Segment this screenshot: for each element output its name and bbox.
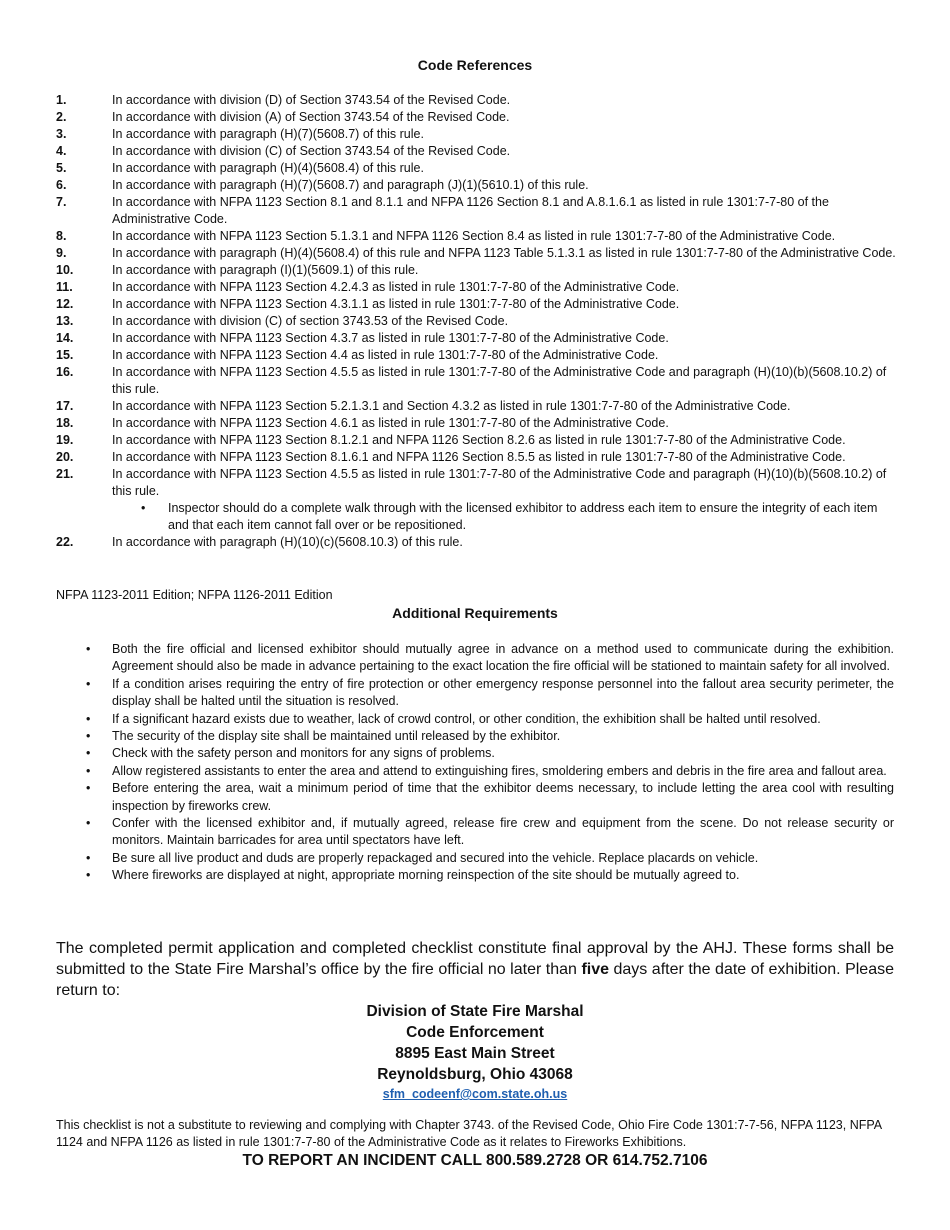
reference-number: 22. — [56, 535, 74, 549]
code-reference-item — [56, 245, 896, 262]
reference-text: In accordance with NFPA 1123 Section 4.5.5 as listed in rule 1301:7-7-80 of the Administrative Code and paragraph (H)(10)(b)(5608.10.2) of this rule. — [112, 467, 887, 498]
mailing-address — [0, 1001, 950, 1104]
reference-number: 2. — [56, 110, 67, 124]
code-reference-item — [56, 296, 896, 313]
requirement-text: If a condition arises requiring the entry of fire protection or other emergency response personnel into the fallout area security perimeter, the display shall be halted until the situation is resolved. — [112, 676, 894, 709]
reference-text: In accordance with NFPA 1123 Section 4.3.1.1 as listed in rule 1301:7-7-80 of the Administrative Code. — [112, 297, 680, 311]
reference-number: 14. — [56, 331, 74, 345]
reference-number: 3. — [56, 127, 67, 141]
code-reference-item — [56, 415, 896, 432]
subbullet-text: Inspector should do a complete walk through with the licensed exhibitor to address each item to ensure the integrity of each item and that each item cannot fall over or be repositioned. — [168, 501, 878, 532]
reference-number: 4. — [56, 144, 67, 158]
code-reference-item — [56, 92, 896, 109]
reference-number: 12. — [56, 297, 74, 311]
requirement-item — [56, 850, 894, 867]
code-reference-item — [56, 126, 896, 143]
reference-text: In accordance with NFPA 1123 Section 8.1.2.1 and NFPA 1126 Section 8.2.6 as listed in rule 1301:7-7-80 of the Administrative Code. — [112, 433, 846, 447]
reference-number: 10. — [56, 263, 74, 277]
reference-number: 5. — [56, 161, 67, 175]
code-reference-item — [56, 466, 896, 500]
requirement-text: The security of the display site shall be maintained until released by the exhibitor. — [112, 729, 561, 744]
reference-number: 13. — [56, 314, 74, 328]
requirement-item — [56, 867, 894, 884]
reference-number: 18. — [56, 416, 74, 430]
report-incident-line: TO REPORT AN INCIDENT CALL 800.589.2728 OR 614.752.7106 — [242, 1152, 708, 1169]
closing-text-before: The completed permit application and completed checklist constitute final approval by the AHJ. These forms shall be submitted to the State Fire Marshal’s office by the fire official no later than — [56, 940, 894, 978]
requirement-item — [56, 780, 894, 815]
code-reference-item — [56, 432, 896, 449]
code-reference-item — [56, 177, 896, 194]
requirement-item — [56, 711, 894, 728]
code-reference-item — [56, 109, 896, 126]
reference-text: In accordance with paragraph (H)(4)(5608.4) of this rule and NFPA 1123 Table 5.1.3.1 as listed in rule 1301:7-7-80 of the Administrative Code. — [112, 246, 896, 260]
bullet-icon: • — [86, 781, 91, 796]
reference-text: In accordance with NFPA 1123 Section 4.5.5 as listed in rule 1301:7-7-80 of the Administrative Code and paragraph (H)(10)(b)(5608.10.2) of this rule. — [112, 365, 887, 396]
requirement-text: Check with the safety person and monitors for any signs of problems. — [112, 746, 495, 761]
code-reference-item — [56, 534, 896, 551]
reference-text: In accordance with NFPA 1123 Section 8.1 and 8.1.1 and NFPA 1126 Section 8.1 and A.8.1.6.1 as listed in rule 1301:7-7-80 of the Administrative Code. — [112, 195, 829, 226]
code-references-list — [56, 92, 896, 551]
reference-number: 11. — [56, 280, 73, 294]
nfpa-edition-note: NFPA 1123-2011 Edition; NFPA 1126-2011 Edition — [56, 588, 333, 602]
reference-text: In accordance with paragraph (H)(10)(c)(5608.10.3) of this rule. — [112, 535, 463, 549]
bullet-icon: • — [86, 676, 91, 691]
additional-requirements-list — [56, 641, 894, 885]
reference-number: 9. — [56, 246, 67, 260]
requirement-text: Allow registered assistants to enter the area and attend to extinguishing fires, smoldering embers and debris in the fire area and fallout area. — [112, 763, 887, 778]
closing-text-bold: five — [581, 961, 610, 978]
reference-number: 15. — [56, 348, 74, 362]
code-reference-item — [56, 228, 896, 245]
bullet-icon: • — [86, 868, 91, 883]
additional-requirements-title: Additional Requirements — [392, 605, 558, 621]
address-line-1: Division of State Fire Marshal — [366, 1003, 584, 1020]
requirement-text: If a significant hazard exists due to weather, lack of crowd control, or other condition, the exhibition shall be halted until resolved. — [112, 711, 821, 726]
reference-number: 20. — [56, 450, 74, 464]
code-reference-item — [56, 313, 896, 330]
code-reference-item — [56, 143, 896, 160]
reference-text: In accordance with paragraph (I)(1)(5609.1) of this rule. — [112, 263, 419, 277]
reference-number: 6. — [56, 178, 67, 192]
reference-number: 19. — [56, 433, 74, 447]
requirement-item — [56, 815, 894, 850]
reference-21-subbullet — [136, 500, 896, 534]
address-line-3: 8895 East Main Street — [395, 1045, 555, 1062]
code-references-title: Code References — [417, 57, 533, 73]
reference-text: In accordance with division (A) of Section 3743.54 of the Revised Code. — [112, 110, 510, 124]
bullet-icon: • — [86, 642, 91, 656]
code-reference-item — [56, 347, 896, 364]
address-line-2: Code Enforcement — [406, 1024, 544, 1041]
reference-text: In accordance with NFPA 1123 Section 4.3.7 as listed in rule 1301:7-7-80 of the Administrative Code. — [112, 331, 669, 345]
requirement-item — [56, 745, 894, 762]
requirement-item — [56, 763, 894, 780]
reference-text: In accordance with paragraph (H)(7)(5608.7) and paragraph (J)(1)(5610.1) of this rule. — [112, 178, 589, 192]
requirement-text: Be sure all live product and duds are properly repackaged and secured into the vehicle. Replace placards on vehicle. — [112, 850, 759, 865]
bullet-icon: • — [141, 501, 146, 515]
requirement-text: Both the fire official and licensed exhibitor should mutually agree in advance on a method used to communicate during the exhibition. Agreement should also be made in advance pertaining to the exact location the fire official will be stationed to maintain safety for all involved. — [112, 642, 894, 674]
requirement-item — [56, 728, 894, 745]
requirement-item — [56, 676, 894, 711]
code-reference-item — [56, 364, 896, 398]
reference-number: 21. — [56, 467, 74, 481]
reference-number: 1. — [56, 93, 67, 107]
code-reference-item — [56, 330, 896, 347]
reference-text: In accordance with NFPA 1123 Section 4.6.1 as listed in rule 1301:7-7-80 of the Administrative Code. — [112, 416, 669, 430]
reference-text: In accordance with division (C) of section 3743.53 of the Revised Code. — [112, 314, 509, 328]
reference-text: In accordance with NFPA 1123 Section 4.2.4.3 as listed in rule 1301:7-7-80 of the Administrative Code. — [112, 280, 680, 294]
code-reference-item — [56, 262, 896, 279]
code-reference-item — [56, 160, 896, 177]
requirement-item — [56, 641, 894, 676]
reference-text: In accordance with paragraph (H)(4)(5608.4) of this rule. — [112, 161, 424, 175]
reference-text: In accordance with NFPA 1123 Section 8.1.6.1 and NFPA 1126 Section 8.5.5 as listed in rule 1301:7-7-80 of the Administrative Code. — [112, 450, 846, 464]
reference-text: In accordance with division (C) of Section 3743.54 of the Revised Code. — [112, 144, 511, 158]
reference-text: In accordance with paragraph (H)(7)(5608.7) of this rule. — [112, 127, 424, 141]
bullet-icon: • — [86, 711, 91, 726]
closing-paragraph — [56, 938, 894, 1001]
code-reference-item — [56, 279, 896, 296]
requirement-text: Where fireworks are displayed at night, appropriate morning reinspection of the site should be mutually agreed to. — [112, 868, 740, 883]
bullet-icon: • — [86, 763, 91, 778]
requirement-text: Before entering the area, wait a minimum period of time that the exhibitor deems necessary, to include letting the area cool with resulting inspection by fireworks crew. — [112, 781, 894, 813]
email-link[interactable]: sfm_codeenf@com.state.oh.us — [382, 1087, 568, 1101]
address-line-4: Reynoldsburg, Ohio 43068 — [377, 1066, 573, 1083]
reference-number: 16. — [56, 365, 74, 379]
disclaimer-text: This checklist is not a substitute to reviewing and complying with Chapter 3743. of the Revised Code, Ohio Fire Code 1301:7-7-56, NFPA 1123, NFPA 1124 and NFPA 1126 as listed in rule 1301:7-7-80 of the Administrative Code as it relates to Fireworks Exhibitions. — [56, 1118, 882, 1149]
reference-text: In accordance with division (D) of Section 3743.54 of the Revised Code. — [112, 93, 511, 107]
reference-text: In accordance with NFPA 1123 Section 5.2.1.3.1 and Section 4.3.2 as listed in rule 1301:7-7-80 of the Administrative Code. — [112, 399, 791, 413]
reference-number: 7. — [56, 195, 67, 209]
bullet-icon: • — [86, 746, 91, 761]
reference-number: 17. — [56, 399, 74, 413]
code-reference-item — [56, 398, 896, 415]
reference-number: 8. — [56, 229, 67, 243]
code-reference-item — [56, 449, 896, 466]
bullet-icon: • — [86, 729, 91, 744]
requirement-text: Confer with the licensed exhibitor and, if mutually agreed, release fire crew and equipment from the scene. Do not release security or monitors. Maintain barricades for area until spectators have left. — [112, 816, 894, 848]
reference-text: In accordance with NFPA 1123 Section 4.4 as listed in rule 1301:7-7-80 of the Administrative Code. — [112, 348, 659, 362]
bullet-icon: • — [86, 816, 91, 831]
bullet-icon: • — [86, 850, 91, 865]
reference-text: In accordance with NFPA 1123 Section 5.1.3.1 and NFPA 1126 Section 8.4 as listed in rule 1301:7-7-80 of the Administrative Code. — [112, 229, 836, 243]
code-reference-item — [56, 194, 896, 228]
closing-text-after: days after the date of exhibition. Please return to: — [56, 961, 895, 999]
